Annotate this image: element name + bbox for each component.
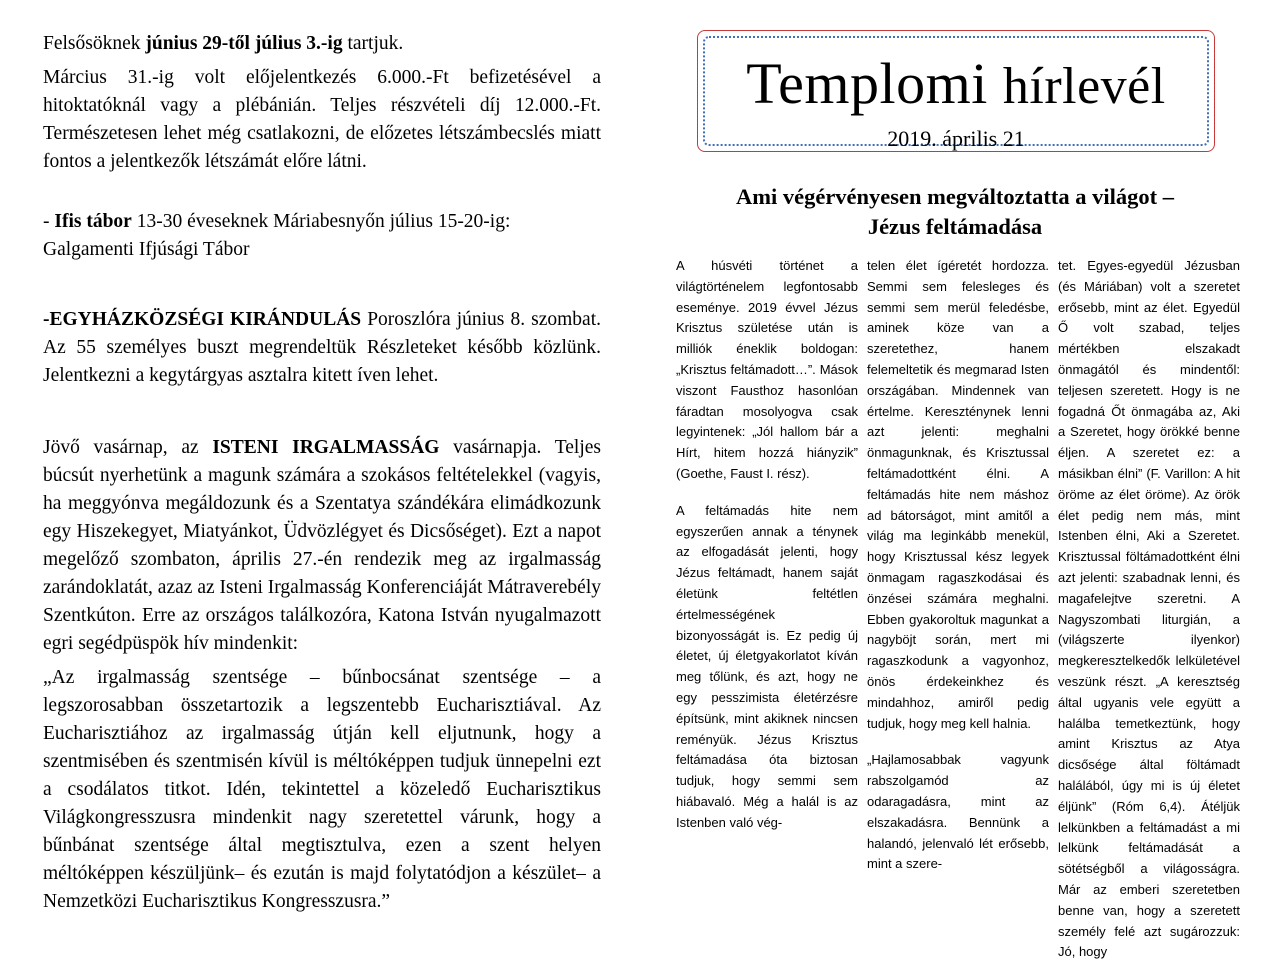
newsletter-date: 2019. április 21 [887, 126, 1025, 151]
newsletter-title: Templomi hírlevél [746, 51, 1166, 116]
article-column-2 [867, 256, 1049, 875]
article-column-1 [676, 256, 858, 834]
column-2-paragraph-2: „Hajlamosabbak vagyunk rabszolgamód az odaragadásra, mint az elszakadásra. Bennünk a halandó, jelenvaló lét erősebb, mint a szere- [867, 752, 1049, 872]
paragraph-youth-camp: - Ifis tábor 13-30 éveseknek Máriabesnyőn július 15-20-ig: Galgamenti Ifjúsági Tábor [43, 211, 511, 260]
paragraph-registration: Március 31.-ig volt előjelentkezés 6.000.-Ft befizetésével a hitoktatóknál vagy a plébánián. Teljes részvételi díj 12.000.-Ft. Természetesen lehet még csatlakozni, de előzetes létszámbecslés miatt fontos a jelentkezők létszámát előre látni. [43, 67, 601, 172]
excursion-bold: -EGYHÁZKÖZSÉGI KIRÁNDULÁS [43, 309, 362, 330]
left-page [43, 30, 601, 916]
article-headline: Ami végérvényesen megváltoztatta a világot – Jézus feltámadása [735, 184, 1174, 239]
paragraph-quote-mercy: „Az irgalmasság szentsége – bűnbocsánat szentsége – a legszorosabban összetartozik a legszentebb Eucharisztiával. Az Eucharisztiához az irgalmasság útján kell eljutnunk, hogy a szentmisében és szentmisén kívül is méltóképpen tudjuk ünnepelni ezt a csodálatos titkot. Idén, tekintettel a közeledő Eucharisztikus Világkongresszusra mindenkit nagy szeretettel várunk, hogy a bűnbánat szentsége által megtisztulva, ezen a szent helyen méltóképpen készüljünk– és ezután is majd folytatódjon a készület– a Nemzetközi Eucharisztikus Kongresszusra.” [43, 667, 601, 912]
youth-camp-bold: Ifis tábor [54, 211, 132, 232]
column-3-paragraph-1: tet. Egyes-egyedül Jézusban (és Máriában) volt a szeretet erősebb, mint az élet. Egyedül Ő volt szabad, teljes mértékben elszakadt önmagától és mindentől: teljesen szeretett. Hogy is ne fogadná Őt önmagába az, Aki a Szeretet, hogy örökké benne éljen. A szeretet ez: a másikban élni” (F. Varillon: A hit öröme az élet öröme). Az örök élet pedig nem más, mint Istenben élni, Aki a Szeretet. Krisztussal föltámadottként élni azt jelenti: szabadnak lenni, és magafelejtve szeretni. A Nagyszombati liturgián, a (világszerte ilyenkor) megkeresztelkedők lelkületével veszünk részt. „A keresztség által ugyanis vele együtt a halálba temetkeztünk, hogy amint Krisztus az Atya dicsősége által föltámadt halálából, úgy mi is új életet éljünk” (Róm 6,4). Átéljük lelkünkben a feltámadást a mi lelkünk feltámadását a sötétségből a világosságra. Már az emberi szeretetben benne van, hogy a szeretett személy felé azt sugározzuk: Jó, hogy [1058, 258, 1240, 960]
paragraph-divine-mercy: Jövő vasárnap, az ISTENI IRGALMASSÁG vasárnapja. Teljes búcsút nyerhetünk a magunk számára a szokásos feltételekkel (vagyis, ha meggyónva megáldozunk és a Szentatya szándékára elimádkozunk egy Hiszekegyet, Miatyánkot, Üdvözlégyet és Dicsőséget). Ezt a napot megelőző szombaton, április 27.-én rendezik meg az irgalmasság zarándoklatát, azaz az Isteni Irgalmasság Konferenciáját Mátraverebély Szentkúton. Erre az országos találkozóra, Katona István nyugalmazott egri segédpüspök hív mindenkit: [43, 437, 601, 654]
column-1-paragraph-2: A feltámadás hite nem egyszerűen annak a ténynek az elfogadását jelenti, hogy Jézus feltámadt, hanem saját életünk feltétlen értelmességének bizonyosságát is. Ez pedig új életet, új életgyakorlatot kíván meg tőlünk, és azt, hogy ne egy pesszimista életérzésre építsünk, mint akiknek nincsen reményük. Jézus Krisztus feltámadása óta biztosan tudjuk, hogy semmi sem hiábavaló. Még a halál is az Istenben való vég- [676, 502, 858, 830]
paragraph-parish-excursion: -EGYHÁZKÖZSÉGI KIRÁNDULÁS Poroszlóra június 8. szombat. Az 55 személyes buszt megrendeltük Részleteket később közlünk. Jelentkezni a kegytárgyas asztalra kitett íven lehet. [43, 309, 601, 386]
newsletter-masthead [697, 30, 1215, 152]
paragraph-summer-camp-dates: Felsősöknek június 29-től július 3.-ig tartjuk. [43, 33, 404, 54]
camp-dates-bold: június 29-től július 3.-ig [145, 33, 343, 54]
column-1-paragraph-1: A húsvéti történet a világtörténelem legfontosabb eseménye. 2019 évvel Jézus Krisztus születése után is milliók éneklik boldogan: „Krisztus feltámadott…”. Mások viszont Fausthoz hasonlóan fáradtan mosolyogva csak legyintenek: „Jól hallom bár a Hírt, hitem hozzá hiányzik” (Goethe, Faust I. rész). [676, 258, 858, 481]
divine-mercy-bold: ISTENI IRGALMASSÁG [212, 437, 440, 458]
article-column-3 [1058, 256, 1240, 963]
column-2-paragraph-1: telen élet ígéretét hordozza. Semmi sem felesleges és semmi sem merül feledésbe, aminek köze van a szeretethez, hanem felemeltetik és megmarad Isten országában. Mindennek van értelme. Kereszténynek lenni azt jelenti: meghalni önmagunknak, és Krisztussal feltámadottként élni. A feltámadás hite nem máshoz ad bátorságot, mint amitől a világ ma leginkább menekül, hogy Krisztussal kész legyek önmagam ragaszkodásai és önzései számára meghalni. Ebben gyakoroltuk magunkat a nagyböjt során, mert mi ragaszkodunk a vagyonhoz, önös érdekeinkhez és mindahhoz, amiről pedig tudjuk, hogy meg kell halnia. [867, 258, 1049, 731]
